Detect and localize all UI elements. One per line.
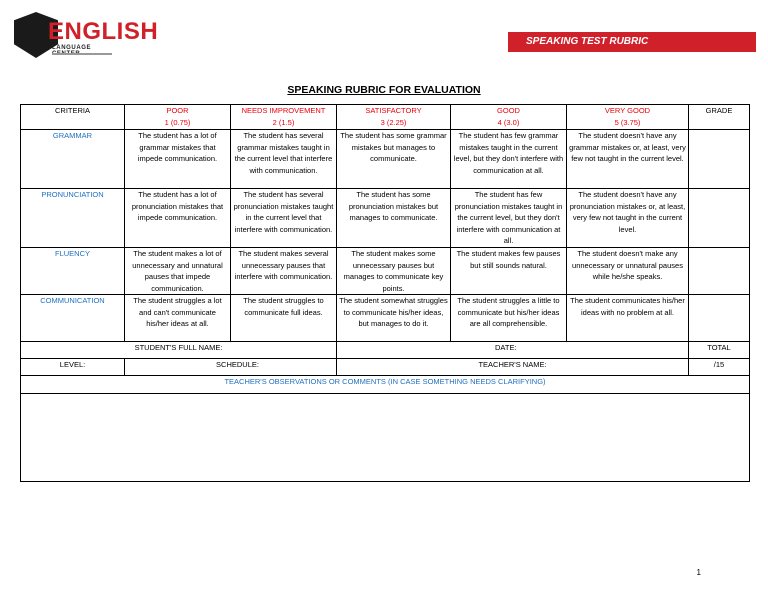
column-good <box>451 105 567 130</box>
rubric-cell: The student struggles a little to communicate but his/her ideas are all comprehensible. <box>451 295 567 342</box>
rubric-cell: The student has a lot of pronunciation mistakes that impede communication. <box>125 189 231 248</box>
level-label: LEVEL: <box>21 359 125 376</box>
column-satisfactory <box>337 105 451 130</box>
column-score: 3 (2.25) <box>380 117 407 127</box>
table-row <box>21 130 750 189</box>
criterion-fluency: FLUENCY <box>21 248 125 295</box>
rubric-cell: The student has few grammar mistakes taught in the current level, but they don't interfere with communication at all. <box>451 130 567 189</box>
column-score: 4 (3.0) <box>497 117 520 127</box>
rubric-cell: The student has several grammar mistakes taught in the current level that interfere with communication. <box>231 130 337 189</box>
column-score: 1 (0.75) <box>164 117 191 127</box>
grade-cell[interactable] <box>689 189 750 248</box>
rubric-table <box>20 104 750 482</box>
observations-area[interactable] <box>21 394 750 482</box>
total-max: /15 <box>689 359 750 376</box>
rubric-cell: The student makes a lot of unnecessary and unnatural pauses that impede communication. <box>125 248 231 295</box>
header-row <box>21 105 750 130</box>
rubric-cell: The student communicates his/her ideas with no problem at all. <box>567 295 689 342</box>
column-very-good <box>567 105 689 130</box>
rubric-cell: The student doesn't have any pronunciation mistakes or, at least, very few not taught in the current level. <box>567 189 689 248</box>
criterion-pronunciation: PRONUNCIATION <box>21 189 125 248</box>
column-label: NEEDS IMPROVEMENT <box>241 106 326 115</box>
rubric-cell: The student has few pronunciation mistakes taught in the current level, but they don't interfere with communication at all. <box>451 189 567 248</box>
rubric-cell: The student makes few pauses but still sounds natural. <box>451 248 567 295</box>
schedule-label: SCHEDULE: <box>125 359 337 376</box>
observations-header-row <box>21 376 750 394</box>
logo-tagline-line <box>52 53 112 55</box>
rubric-cell: The student struggles to communicate full ideas. <box>231 295 337 342</box>
rubric-cell: The student has some grammar mistakes but manages to communicate. <box>337 130 451 189</box>
table-row <box>21 248 750 295</box>
observations-row <box>21 394 750 482</box>
logo-word: ENGLISH <box>48 18 159 45</box>
rubric-cell: The student somewhat struggles to communicate his/her ideas, but manages to do it. <box>337 295 451 342</box>
column-label: VERY GOOD <box>604 106 651 115</box>
column-label: GOOD <box>497 106 520 115</box>
column-label: POOR <box>166 106 189 115</box>
logo <box>14 12 159 58</box>
full-name-label: STUDENT'S FULL NAME: <box>21 342 337 359</box>
rubric-cell: The student makes some unnecessary pauses but manages to communicate key points. <box>337 248 451 295</box>
grade-cell[interactable] <box>689 130 750 189</box>
column-poor <box>125 105 231 130</box>
criterion-communication: COMMUNICATION <box>21 295 125 342</box>
date-label: DATE: <box>337 342 689 359</box>
table-row <box>21 189 750 248</box>
column-grade <box>689 105 750 130</box>
rubric-cell: The student has some pronunciation mistakes but manages to communicate. <box>337 189 451 248</box>
rubric-cell: The student struggles a lot and can't communicate his/her ideas at all. <box>125 295 231 342</box>
rubric-cell: The student doesn't have any grammar mistakes or, at least, very few not taught in the current level. <box>567 130 689 189</box>
name-row <box>21 342 750 359</box>
column-needs-improvement <box>231 105 337 130</box>
rubric-cell: The student has a lot of grammar mistakes that impede communication. <box>125 130 231 189</box>
column-score: 5 (3.75) <box>614 117 641 127</box>
column-label: GRADE <box>705 106 733 115</box>
column-label: CRITERIA <box>54 106 90 115</box>
total-label: TOTAL <box>689 342 750 359</box>
teacher-name-label: TEACHER'S NAME: <box>337 359 689 376</box>
column-score: 2 (1.5) <box>272 117 295 127</box>
column-label: SATISFACTORY <box>365 106 422 115</box>
rubric-banner: SPEAKING TEST RUBRIC <box>508 32 756 52</box>
rubric-cell: The student doesn't make any unnecessary or unnatural pauses while he/she speaks. <box>567 248 689 295</box>
level-row <box>21 359 750 376</box>
column-criteria <box>21 105 125 130</box>
grade-cell[interactable] <box>689 295 750 342</box>
grade-cell[interactable] <box>689 248 750 295</box>
page-title: SPEAKING RUBRIC FOR EVALUATION <box>287 84 481 96</box>
rubric-cell: The student has several pronunciation mistakes taught in the current level that interfere with communication. <box>231 189 337 248</box>
criterion-grammar: GRAMMAR <box>21 130 125 189</box>
page-number: 1 <box>696 568 701 577</box>
rubric-cell: The student makes several unnecessary pauses that interfere with communication. <box>231 248 337 295</box>
logo-subtitle: LANGUAGE <box>52 45 92 51</box>
observations-label: TEACHER'S OBSERVATIONS OR COMMENTS (IN CASE SOMETHING NEEDS CLARIFYING) <box>21 376 750 394</box>
table-row <box>21 295 750 342</box>
